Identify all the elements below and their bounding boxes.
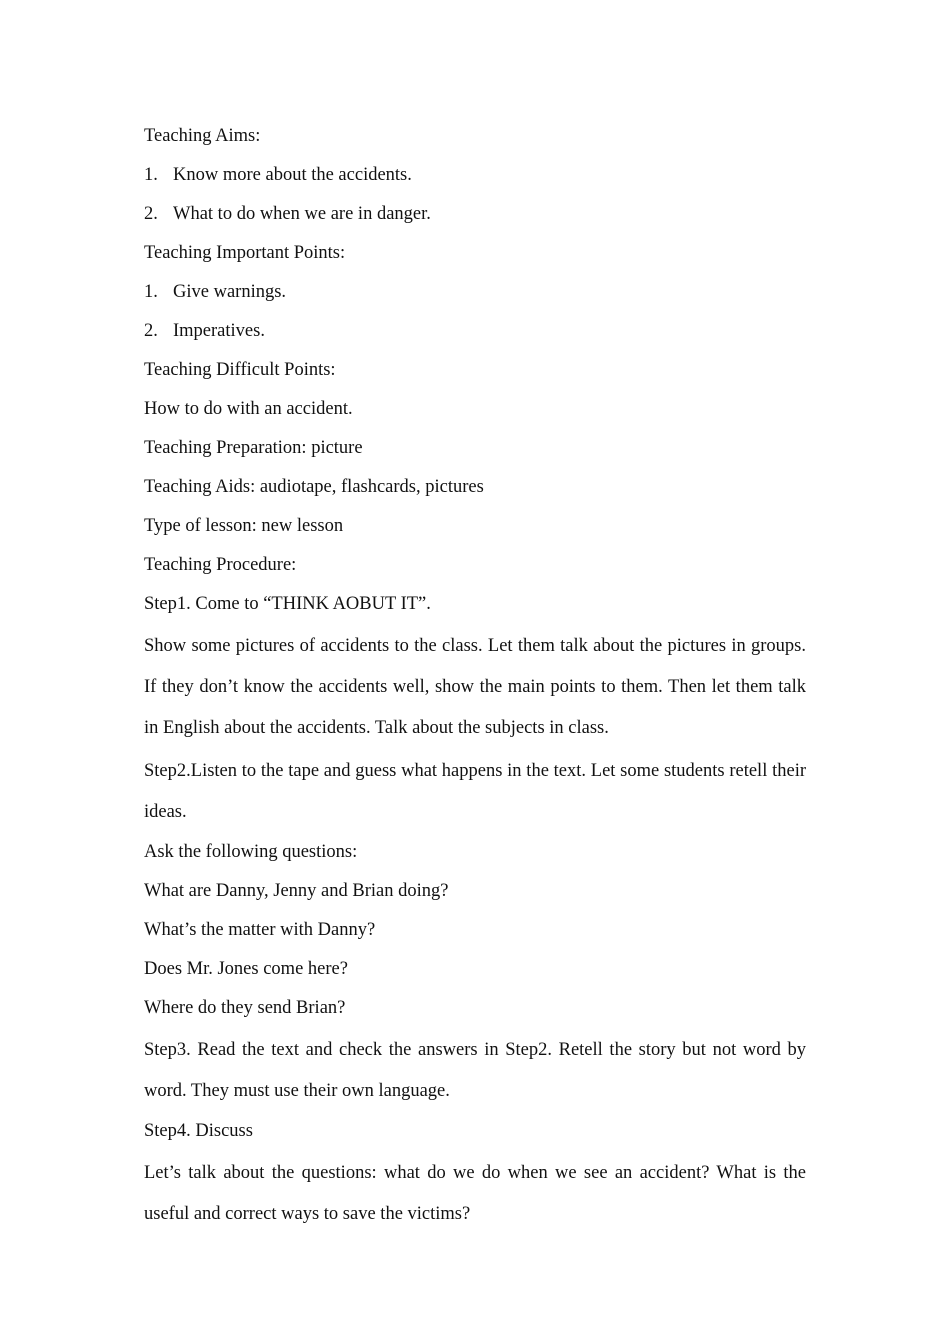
step4-title: Step4. Discuss [144, 1121, 253, 1141]
question-item: What are Danny, Jenny and Brian doing? [144, 881, 449, 901]
list-item-text: Give warnings. [173, 282, 287, 302]
list-item-text: What to do when we are in danger. [173, 204, 431, 224]
lesson-type: Type of lesson: new lesson [144, 516, 344, 536]
list-number: 1. [144, 165, 158, 185]
list-number: 1. [144, 282, 158, 302]
difficult-points-heading: Teaching Difficult Points: [144, 360, 336, 380]
question-item: Does Mr. Jones come here? [144, 959, 348, 979]
aims-list-item [144, 156, 806, 195]
step2-paragraph: Step2.Listen to the tape and guess what happens in the text. Let some students retell their ideas. [144, 761, 806, 822]
questions-intro: Ask the following questions: [144, 842, 358, 862]
step1-title: Step1. Come to “THINK AOBUT IT”. [144, 594, 431, 614]
step4-paragraph: Let’s talk about the questions: what do we do when we see an accident? What is the useful and correct ways to save the victims? [144, 1163, 806, 1224]
lesson-plan-content [144, 117, 806, 1235]
teaching-aids: Teaching Aids: audiotape, flashcards, pictures [144, 477, 484, 497]
list-number: 2. [144, 204, 158, 224]
step1-paragraph: Show some pictures of accidents to the class. Let them talk about the pictures in groups. If they don’t know the accidents well, show the main points to them. Then let them talk in English about the accidents. Talk about the subjects in class. [144, 636, 806, 738]
list-item-text: Imperatives. [173, 321, 265, 341]
list-number: 2. [144, 321, 158, 341]
list-item-text: Know more about the accidents. [173, 165, 412, 185]
important-list-item [144, 312, 806, 351]
procedure-heading: Teaching Procedure: [144, 555, 297, 575]
step3-paragraph: Step3. Read the text and check the answers in Step2. Retell the story but not word by word. They must use their own language. [144, 1040, 806, 1101]
question-item: What’s the matter with Danny? [144, 920, 376, 940]
important-points-heading: Teaching Important Points: [144, 243, 346, 263]
teaching-preparation: Teaching Preparation: picture [144, 438, 363, 458]
teaching-aims-heading: Teaching Aims: [144, 126, 261, 146]
difficult-points-text: How to do with an accident. [144, 399, 353, 419]
aims-list-item [144, 195, 806, 234]
important-list-item [144, 273, 806, 312]
question-item: Where do they send Brian? [144, 998, 346, 1018]
